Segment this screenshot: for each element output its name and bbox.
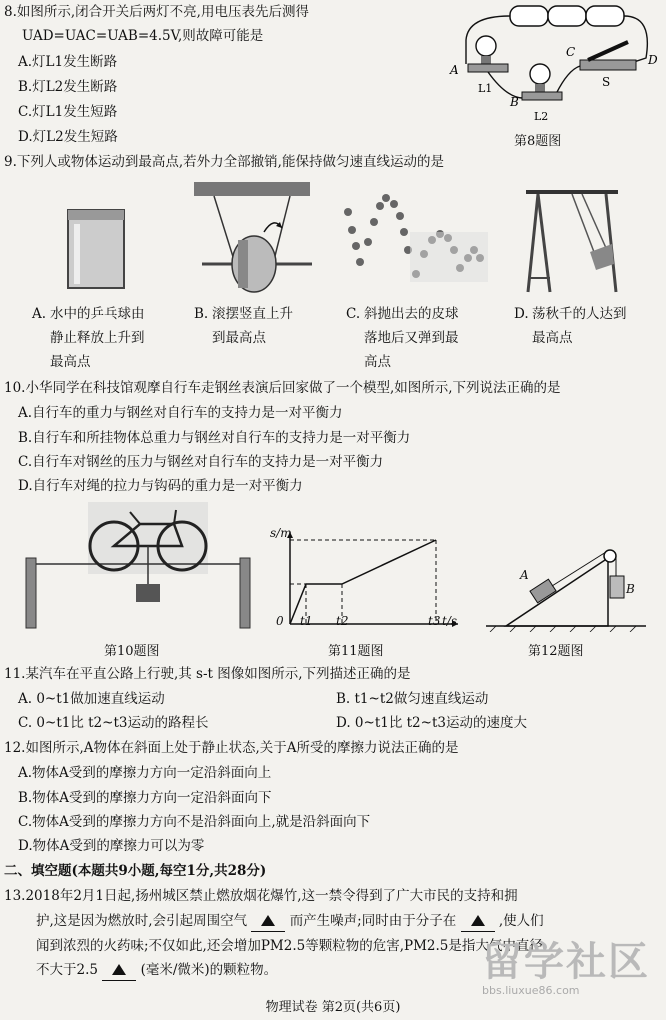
q12-option-a: A.物体A受到的摩擦力方向一定沿斜面向上 — [18, 765, 272, 781]
answer-marker-icon — [112, 964, 126, 975]
q12-option-c: C.物体A受到的摩擦力方向不是沿斜面向上,就是沿斜面向下 — [18, 814, 371, 830]
bicycle-on-wire-picture — [18, 498, 258, 630]
graph-t1-label: t1 — [300, 614, 313, 628]
q12-stem: 12.如图所示,A物体在斜面上处于静止状态,关于A所受的摩擦力说法正确的是 — [4, 740, 459, 756]
q8-option-c: C.灯L1发生短路 — [18, 104, 118, 120]
q9-option-b-letter: B. — [194, 306, 209, 322]
q9-stem: 9.下列人或物体运动到最高点,若外力全部撤销,能保持做匀速直线运动的是 — [4, 154, 444, 170]
q9-option-c-line1: 斜抛出去的皮球 — [364, 306, 459, 322]
q10-stem: 10.小华同学在科技馆观摩自行车走钢丝表演后回家做了一个模型,如图所示,下列说法正确的是 — [4, 380, 561, 396]
watermark — [482, 940, 652, 1004]
q13-line2-part2: 而产生噪声;同时由于分子在 — [289, 913, 457, 929]
incline-label-b: B — [626, 582, 635, 596]
q10-option-c: C.自行车对钢丝的压力与钢丝对自行车的支持力是一对平衡力 — [18, 454, 384, 470]
q8-stem: 8.如图所示,闭合开关后两灯不亮,用电压表先后测得 — [4, 4, 309, 20]
bouncing-ball-picture — [340, 182, 490, 294]
label-s: S — [602, 75, 611, 89]
graph-t2-label: t2 — [336, 614, 349, 628]
graph-y-label: s/m — [270, 526, 292, 540]
q13-line2-part1: 护,这是因为燃放时,会引起周围空气 — [36, 913, 248, 929]
graph-x-label: t/s — [442, 614, 458, 628]
incline-label-a: A — [520, 568, 529, 582]
q13-blank-1[interactable] — [251, 911, 285, 932]
graph-origin-label: 0 — [276, 614, 284, 628]
section-heading: 二、填空题(本题共9小题,每空1分,共28分) — [4, 863, 267, 879]
q10-option-b: B.自行车和所挂物体总重力与钢丝对自行车的支持力是一对平衡力 — [18, 430, 411, 446]
q9-option-d-line1: 荡秋千的人达到 — [532, 306, 627, 322]
label-b: B — [510, 95, 519, 109]
answer-marker-icon — [261, 915, 275, 926]
q13-line4-part1: 不大于2.5 — [36, 962, 98, 978]
q13-line2-part3: ,使人们 — [498, 913, 544, 929]
q9-option-c-line2: 落地后又弹到最 — [364, 330, 459, 346]
q9-option-d-letter: D. — [514, 306, 529, 322]
q9-option-a-letter: A. — [32, 306, 47, 322]
label-c: C — [566, 45, 576, 59]
q9-option-b-line2: 到最高点 — [212, 330, 266, 346]
q13-line2 — [36, 911, 544, 932]
q9-option-c-letter: C. — [346, 306, 361, 322]
label-l2: L2 — [534, 110, 549, 123]
q9-option-b-line1: 滚摆竖直上升 — [212, 306, 293, 322]
q9-option-a-line3: 最高点 — [50, 354, 91, 370]
beaker-picture — [60, 206, 132, 292]
q8-option-d: D.灯L2发生短路 — [18, 129, 118, 145]
q10-option-a: A.自行车的重力与钢丝对自行车的支持力是一对平衡力 — [18, 405, 343, 421]
q13-line4 — [36, 960, 277, 981]
q12-option-b: B.物体A受到的摩擦力方向一定沿斜面向下 — [18, 790, 272, 806]
q13-blank-2[interactable] — [461, 911, 495, 932]
maxwell-wheel-picture — [194, 182, 324, 294]
q11-option-c: C. 0~t1比 t2~t3运动的路程长 — [18, 715, 209, 731]
q11-option-d: D. 0~t1比 t2~t3运动的速度大 — [336, 715, 527, 731]
q12-option-d: D.物体A受到的摩擦力可以为零 — [18, 838, 205, 854]
q11-option-b: B. t1~t2做匀速直线运动 — [336, 691, 489, 707]
q11-option-a: A. 0~t1做加速直线运动 — [18, 691, 165, 707]
q8-option-a: A.灯L1发生断路 — [18, 54, 118, 70]
q8-option-b: B.灯L2发生断路 — [18, 79, 118, 95]
answer-marker-icon — [471, 915, 485, 926]
fig8-caption: 第8题图 — [514, 134, 562, 149]
q9-option-a-line1: 水中的乒乓球由 — [50, 306, 145, 322]
q10-option-d: D.自行车对绳的拉力与钩码的重力是一对平衡力 — [18, 478, 303, 494]
page-footer: 物理试卷 第2页(共6页) — [265, 1000, 401, 1015]
fig11-caption: 第11题图 — [328, 644, 384, 659]
q8-formula: UAD=UAC=UAB=4.5V,则故障可能是 — [22, 28, 264, 44]
watermark-url: bbs.liuxue86.com — [482, 984, 580, 997]
q9-option-a-line2: 静止释放上升到 — [50, 330, 145, 346]
label-a: A — [450, 63, 459, 77]
label-l1: L1 — [478, 82, 493, 95]
q9-option-c-line3: 高点 — [364, 354, 391, 370]
graph-t3-label: t3 — [428, 614, 441, 628]
q9-option-d-line2: 最高点 — [532, 330, 573, 346]
fig12-caption: 第12题图 — [528, 644, 584, 659]
q13-line4-part2: (毫米/微米)的颗粒物。 — [140, 962, 278, 978]
q13-blank-3[interactable] — [102, 960, 136, 981]
circuit-diagram — [448, 0, 662, 130]
swing-picture — [522, 182, 622, 294]
label-d: D — [648, 53, 658, 67]
fig10-caption: 第10题图 — [104, 644, 160, 659]
watermark-text: 留学社区 — [482, 939, 650, 985]
q13-line3: 闻到浓烈的火药味;不仅如此,还会增加PM2.5等颗粒物的危害,PM2.5是指大气中直径 — [36, 938, 543, 954]
q11-stem: 11.某汽车在平直公路上行驶,其 s-t 图像如图所示,下列描述正确的是 — [4, 666, 411, 682]
q13-line1: 13.2018年2月1日起,扬州城区禁止燃放烟花爆竹,这一禁令得到了广大市民的支持和拥 — [4, 888, 518, 904]
